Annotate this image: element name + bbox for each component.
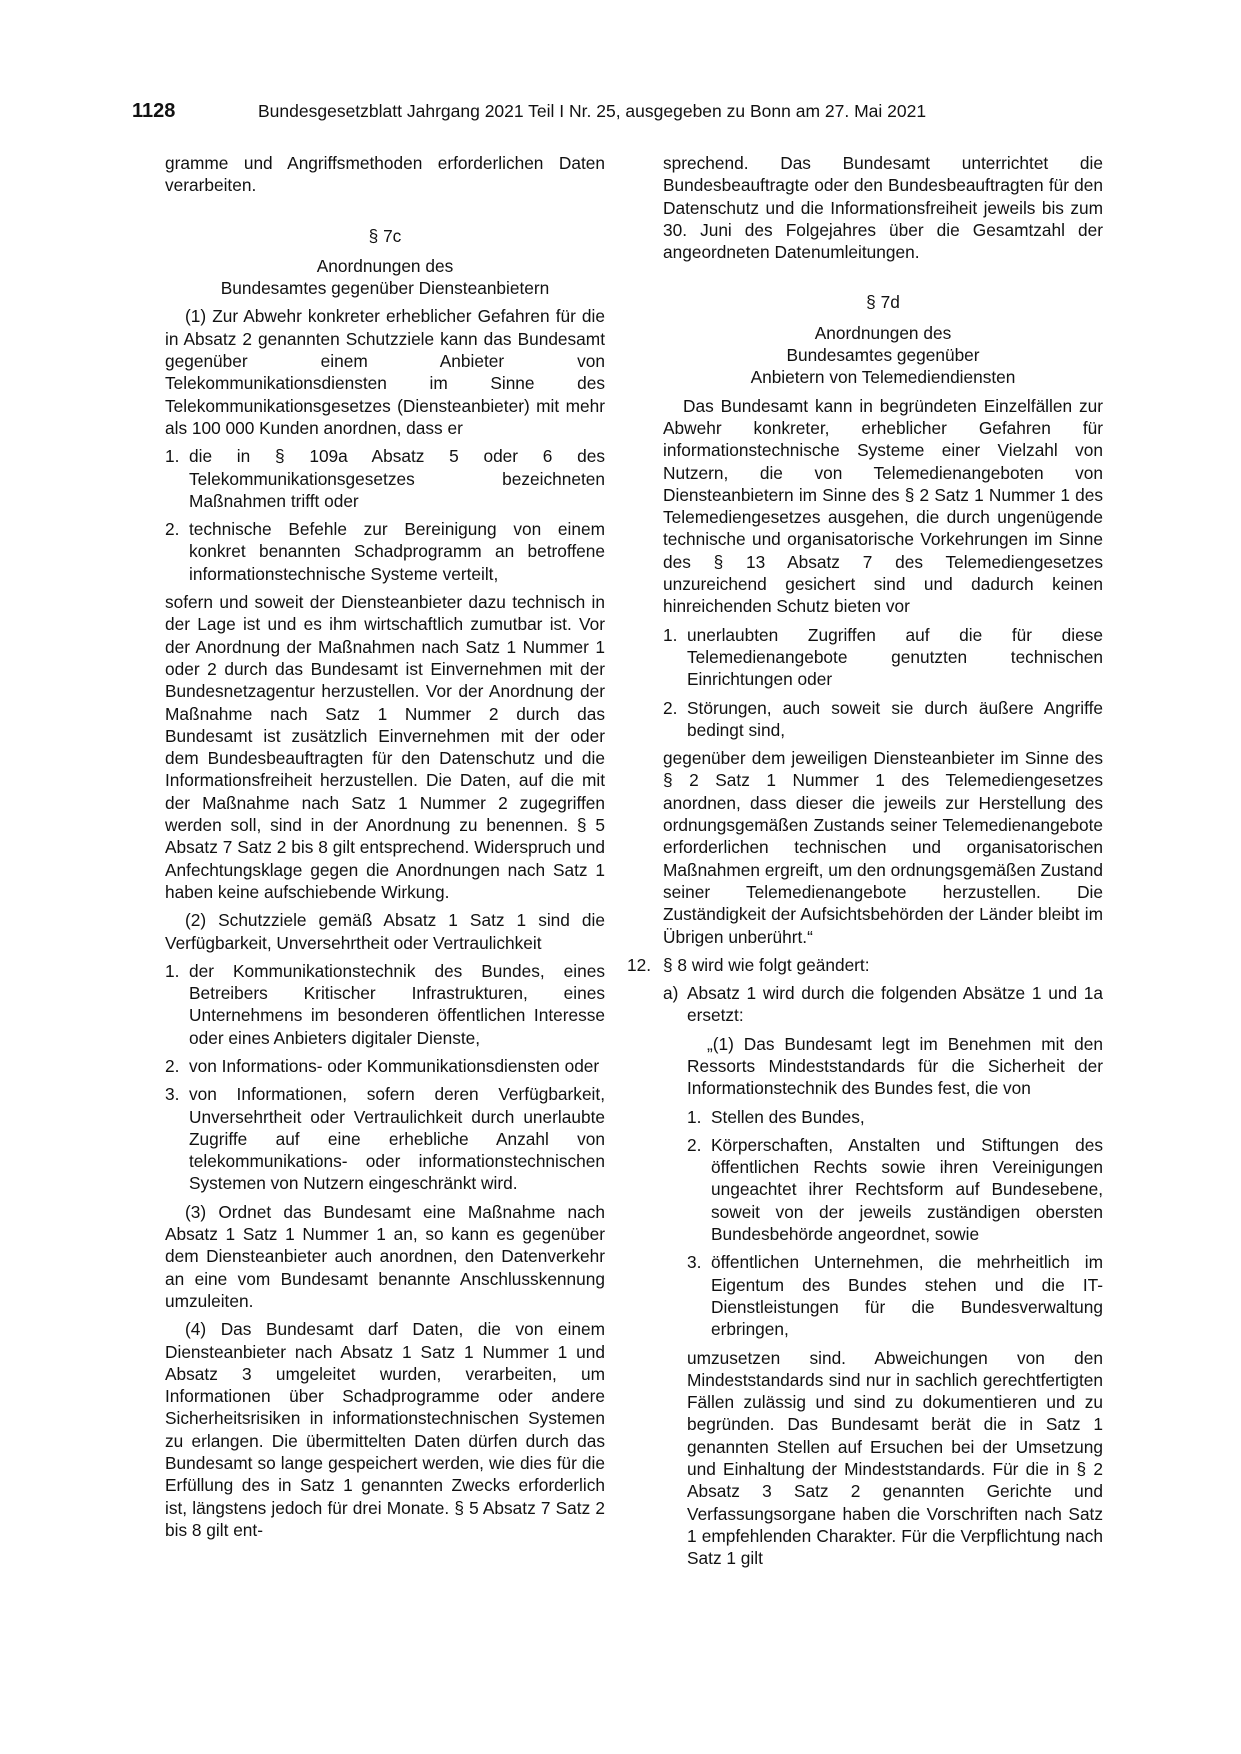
amendment-item-12 (627, 954, 1103, 976)
list-item (663, 697, 1103, 742)
intro-paragraph: gramme und Angriffsmethoden erforderlichen Daten verarbeiten. (165, 153, 605, 196)
sub-item-a (663, 982, 1103, 1027)
page-header (132, 100, 1108, 130)
list-item (165, 445, 605, 512)
section-7d-mark: § 7d (866, 292, 900, 313)
list-number: 2. (663, 697, 678, 718)
list-number: 2. (165, 1055, 180, 1076)
list-text: von Informations- oder Kommunikationsdiensten oder (189, 1055, 600, 1076)
list-item (687, 1134, 1103, 1245)
sub-label: a) (663, 983, 679, 1004)
section-title-line: Bundesamtes gegenüber (786, 345, 980, 366)
list-text: die in § 109a Absatz 5 oder 6 des Telekommunikationsgesetzes bezeichneten Maßnahmen trifft oder (189, 446, 605, 511)
section-title-line: Bundesamtes gegenüber Diensteanbietern (220, 278, 550, 299)
list-number: 2. (687, 1134, 702, 1155)
list-text: technische Befehle zur Bereinigung von einem konkret benannten Schadprogramm an betroffene informationstechnische Systeme verteilt, (189, 519, 605, 584)
quote-continuation: umzusetzen sind. Abweichungen von den Mindeststandards sind nur in sachlich gerechtfertigten Fällen zulässig und sind zu dokumentieren und zu begründen. Das Bundesamt berät die in Satz 1 genannten Stellen auf Ersuchen bei der Umsetzung und Einhaltung der Mindeststandards. Für die in § 2 Absatz 3 Satz 2 genannten Gerichte und Verfassungsorgane haben die Vorschriften nach Satz 1 empfehlenden Charakter. Für die Verpflichtung nach Satz 1 gilt (687, 1347, 1103, 1569)
page-number: 1128 (132, 100, 176, 122)
list-number: 1. (165, 446, 180, 467)
list-text: Stellen des Bundes, (711, 1106, 865, 1127)
list-item (687, 1251, 1103, 1340)
right-column (627, 152, 1103, 1576)
sub-text: Absatz 1 wird durch die folgenden Absätze 1 und 1a ersetzt: (687, 983, 1103, 1026)
paragraph-1-continuation: sofern und soweit der Diensteanbieter dazu technisch in der Lage ist und es ihm wirtschaftlich zumutbar ist. Vor der Anordnung der Maßnahmen nach Satz 1 Nummer 1 oder 2 durch das Bundesamt ist Einvernehmen mit der Bundesnetzagentur herzustellen. Vor der Anordnung der Maßnahme nach Satz 1 Nummer 2 durch das Bundesamt ist zusätzlich Einvernehmen mit der oder dem Bundesbeauftragten für den Datenschutz und die Informationsfreiheit herzustellen. Die Daten, auf die mit der Maßnahme nach Satz 1 Nummer 2 zugegriffen werden soll, sind in der Anordnung zu benennen. § 5 Absatz 7 Satz 2 bis 8 gilt entsprechend. Widerspruch und Anfechtungsklage gegen die Anordnungen nach Satz 1 haben keine aufschiebende Wirkung. (165, 592, 605, 902)
paragraph-4: (4) Das Bundesamt darf Daten, die von einem Diensteanbieter nach Absatz 1 Satz 1 Nummer 1 und Absatz 3 umgeleitet wurden, verarbeiten, um Informationen über Schadprogramme oder andere Sicherheitsrisiken in informationstechnischen Systemen zu erlangen. Die übermittelten Daten dürfen durch das Bundesamt so lange gespeichert werden, wie dies für die Erfüllung des in Satz 1 genannten Zwecks erforderlich ist, längstens jedoch für drei Monate. § 5 Absatz 7 Satz 2 bis 8 gilt ent- (165, 1319, 605, 1540)
list-text: öffentlichen Unternehmen, die mehrheitlich im Eigentum des Bundes stehen und die IT-Dienstleistungen für die Bundesverwaltung erbringen, (711, 1252, 1103, 1340)
list-text: der Kommunikationstechnik des Bundes, eines Betreibers Kritischer Infrastrukturen, eines Unternehmens im besonderen öffentlichen Interesse oder eines Anbieters digitaler Dienste, (189, 960, 605, 1048)
paragraph-1: (1) Zur Abwehr konkreter erheblicher Gefahren für die in Absatz 2 genannten Schutzziele kann das Bundesamt gegenüber einem Anbieter von Telekommunikationsdiensten im Sinne des Telekommunikationsgesetzes (Diensteanbieter) mit mehr als 100 000 Kunden anordnen, dass er (165, 306, 605, 438)
list-text: unerlaubten Zugriffen auf die für diese Telemedienangebote genutzten technischen Einrichtungen oder (687, 624, 1103, 690)
list-number: 1. (165, 960, 180, 981)
list-number: 2. (165, 519, 180, 540)
section-title-line: Anordnungen des (316, 255, 454, 276)
running-title: Bundesgesetzblatt Jahrgang 2021 Teil I Nr. 25, ausgegeben zu Bonn am 27. Mai 2021 (258, 101, 927, 121)
paragraph-2: (2) Schutzziele gemäß Absatz 1 Satz 1 sind die Verfügbarkeit, Unversehrtheit oder Vertraulichkeit (165, 910, 605, 953)
paragraph-7d-continuation: gegenüber dem jeweiligen Diensteanbieter im Sinne des § 2 Satz 1 Nummer 1 des Telemediengesetzes anordnen, dass dieser die jeweils zur Herstellung des ordnungsgemäßen Zustands seiner Telemedienangebote erforderlichen technischen und organisatorischen Maßnahmen ergreift, um den ordnungsgemäßen Zustand seiner Telemedienangebote herzustellen. Die Zuständigkeit der Aufsichtsbehörden der Länder bleibt im Übrigen unberührt.“ (663, 748, 1103, 947)
list-number: 1. (663, 624, 678, 645)
list-text: Körperschaften, Anstalten und Stiftungen des öffentlichen Rechts sowie ihren Vereinigungen ungeachtet ihrer Rechtsform auf Bundesebene, soweit von der jeweils zuständigen obersten Bundesbehörde angeordnet, sowie (711, 1134, 1103, 1245)
list-item (687, 1106, 1103, 1128)
list-item (165, 960, 605, 1049)
section-title-line: Anordnungen des (814, 322, 952, 343)
list-number: 12. (627, 954, 652, 975)
quoted-amendment (687, 1033, 1103, 1570)
paragraph-7d: Das Bundesamt kann in begründeten Einzelfällen zur Abwehr konkreter, erheblicher Gefahren für informationstechnische Systeme einer Vielzahl von Nutzern, die von Telemedienangeboten von Diensteanbietern im Sinne des § 2 Satz 1 Nummer 1 des Telemediengesetzes ausgehen, die durch ungenügende technische und organisatorische Vorkehrungen im Sinne des § 13 Absatz 7 des Telemediengesetzes unzureichend gesichert sind und dadurch keinen hinreichenden Schutz bieten vor (663, 395, 1103, 617)
list-number: 3. (687, 1252, 702, 1273)
list-text: von Informationen, sofern deren Verfügbarkeit, Unversehrtheit oder Vertraulichkeit durch unerlaubte Zugriffe auf eine erhebliche Anzahl von telekommunikations- oder informationstechnischen Systemen von Nutzern eingeschränkt wird. (189, 1084, 605, 1194)
section-7d-title (663, 322, 1103, 389)
list-number: 1. (687, 1106, 702, 1127)
section-7c-mark: § 7c (368, 225, 402, 246)
quote-paragraph: „(1) Das Bundesamt legt im Benehmen mit den Ressorts Mindeststandards für die Sicherheit der Informationstechnik des Bundes fest, die von (687, 1033, 1103, 1099)
paragraph-3: (3) Ordnet das Bundesamt eine Maßnahme nach Absatz 1 Satz 1 Nummer 1 an, so kann es gegenüber dem Diensteanbieter auch anordnen, den Datenverkehr an eine vom Bundesamt benannte Anschlusskennung umzuleiten. (165, 1201, 605, 1311)
left-column (165, 152, 605, 1547)
list-item (165, 1055, 605, 1077)
list-item (663, 624, 1103, 691)
list-number: 3. (165, 1084, 180, 1105)
list-item (165, 518, 605, 585)
continuation-paragraph: sprechend. Das Bundesamt unterrichtet die Bundesbeauftragte oder den Bundesbeauftragten für den Datenschutz und die Informationsfreiheit jeweils bis zum 30. Juni des Folgejahres über die Gesamtzahl der angeordneten Datenumleitungen. (663, 153, 1103, 263)
section-7c-title (165, 255, 605, 300)
list-text: § 8 wird wie folgt geändert: (663, 954, 870, 975)
section-title-line: Anbietern von Telemediendiensten (750, 367, 1016, 388)
list-text: Störungen, auch soweit sie durch äußere Angriffe bedingt sind, (687, 697, 1103, 740)
list-item (165, 1083, 605, 1194)
